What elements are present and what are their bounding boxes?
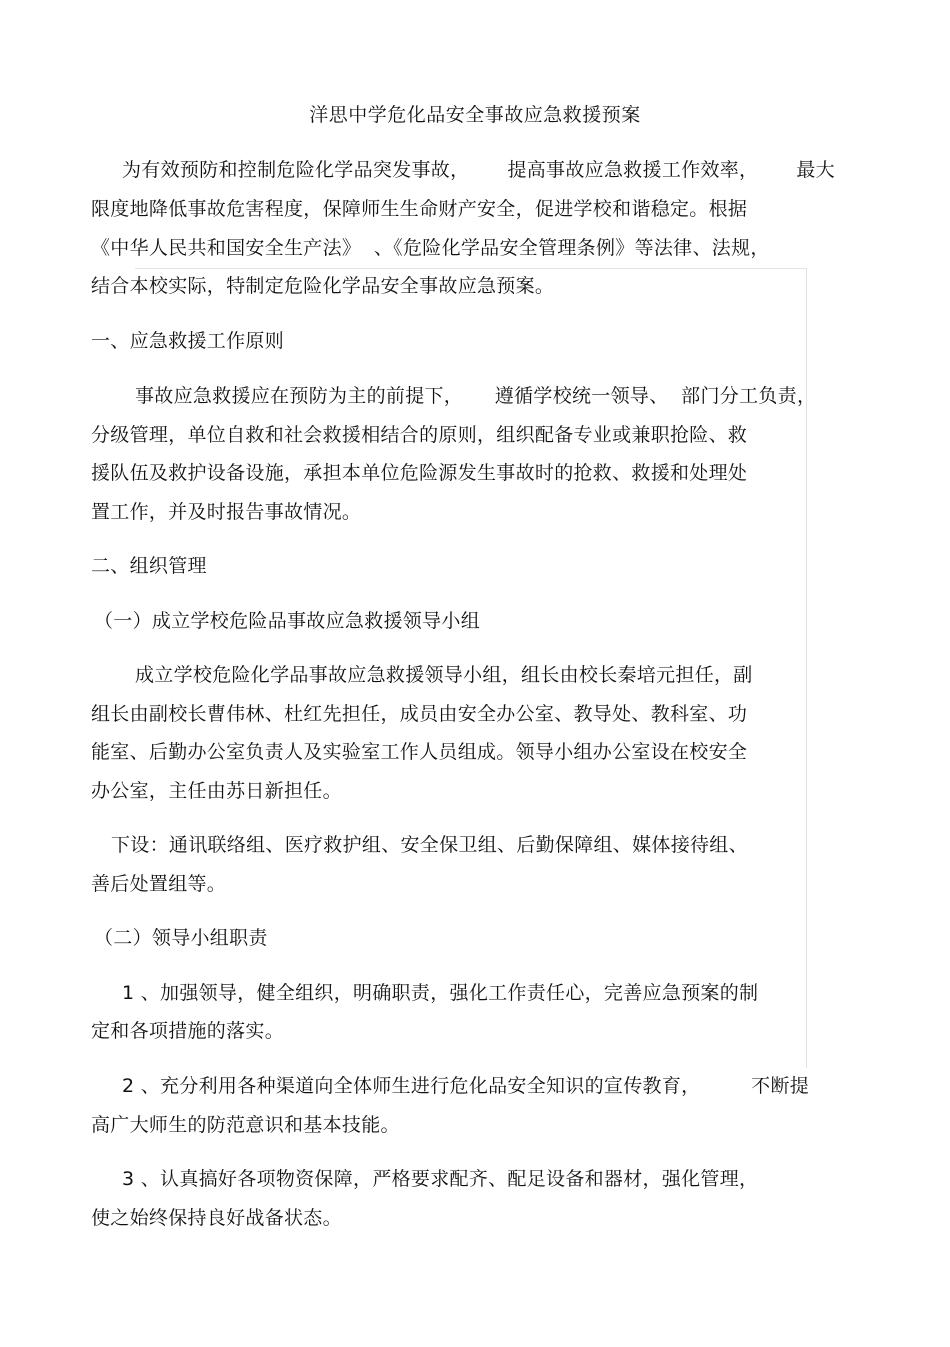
intro-line: 限度地降低事故危害程度，保障师生生命财产安全，促进学校和谐稳定。根据 — [91, 198, 748, 220]
sub1-line: 成立学校危险化学品事故应急救援领导小组，组长由校长秦培元担任，副 — [135, 664, 753, 686]
duty-item-line: 高广大师生的防范意识和基本技能。 — [91, 1114, 400, 1136]
sub1-groups-line: 善后处置组等。 — [91, 873, 227, 895]
duty-item-line: 2 、充分利用各种渠道向全体师生进行危化品安全知识的宣传教育， 不断提 — [122, 1075, 810, 1097]
duty-item-line: 使之始终保持良好战备状态。 — [91, 1207, 342, 1229]
section1-line: 援队伍及救护设备设施，承担本单位危险源发生事故时的抢救、救援和处理处 — [91, 462, 748, 484]
duty-item-line: 3 、认真搞好各项物资保障，严格要求配齐、配足设备和器材，强化管理， — [122, 1168, 759, 1190]
section1-line: 分级管理，单位自救和社会救援相结合的原则，组织配备专业或兼职抢险、救 — [91, 424, 748, 446]
duty-item-line: 定和各项措施的落实。 — [91, 1020, 285, 1042]
sub1-line: 能室、后勤办公室负责人及实验室工作人员组成。领导小组办公室设在校安全 — [91, 741, 748, 763]
sub1-heading: （一）成立学校危险品事故应急救援领导小组 — [94, 610, 481, 632]
sub1-groups-line: 下设：通讯联络组、医疗救护组、安全保卫组、后勤保障组、媒体接待组、 — [111, 834, 748, 856]
sub1-line: 组长由副校长曹伟林、杜红先担任，成员由安全办公室、教导处、教科室、功 — [91, 703, 748, 725]
intro-line: 结合本校实际，特制定危险化学品安全事故应急预案。 — [91, 275, 555, 297]
section1-line: 事故应急救援应在预防为主的前提下， 遵循学校统一领导、 部门分工负责， — [135, 385, 817, 407]
scan-frame-top — [135, 268, 807, 269]
section1-heading: 一、应急救援工作原则 — [91, 330, 285, 352]
duty-item-line: 1 、加强领导，健全组织，明确职责，强化工作责任心，完善应急预案的制 — [122, 982, 759, 1004]
section1-line: 置工作，并及时报告事故情况。 — [91, 501, 362, 523]
document-title: 洋思中学危化品安全事故应急救援预案 — [309, 104, 641, 126]
intro-line: 为有效预防和控制危险化学品突发事故， 提高事故应急救援工作效率， 最大 — [122, 159, 835, 181]
section2-heading: 二、组织管理 — [91, 555, 207, 577]
sub2-heading: （二）领导小组职责 — [94, 927, 268, 949]
sub1-line: 办公室，主任由苏日新担任。 — [91, 780, 342, 802]
intro-line: 《中华人民共和国安全生产法》 、《危险化学品安全管理条例》等法律、法规， — [91, 237, 770, 259]
